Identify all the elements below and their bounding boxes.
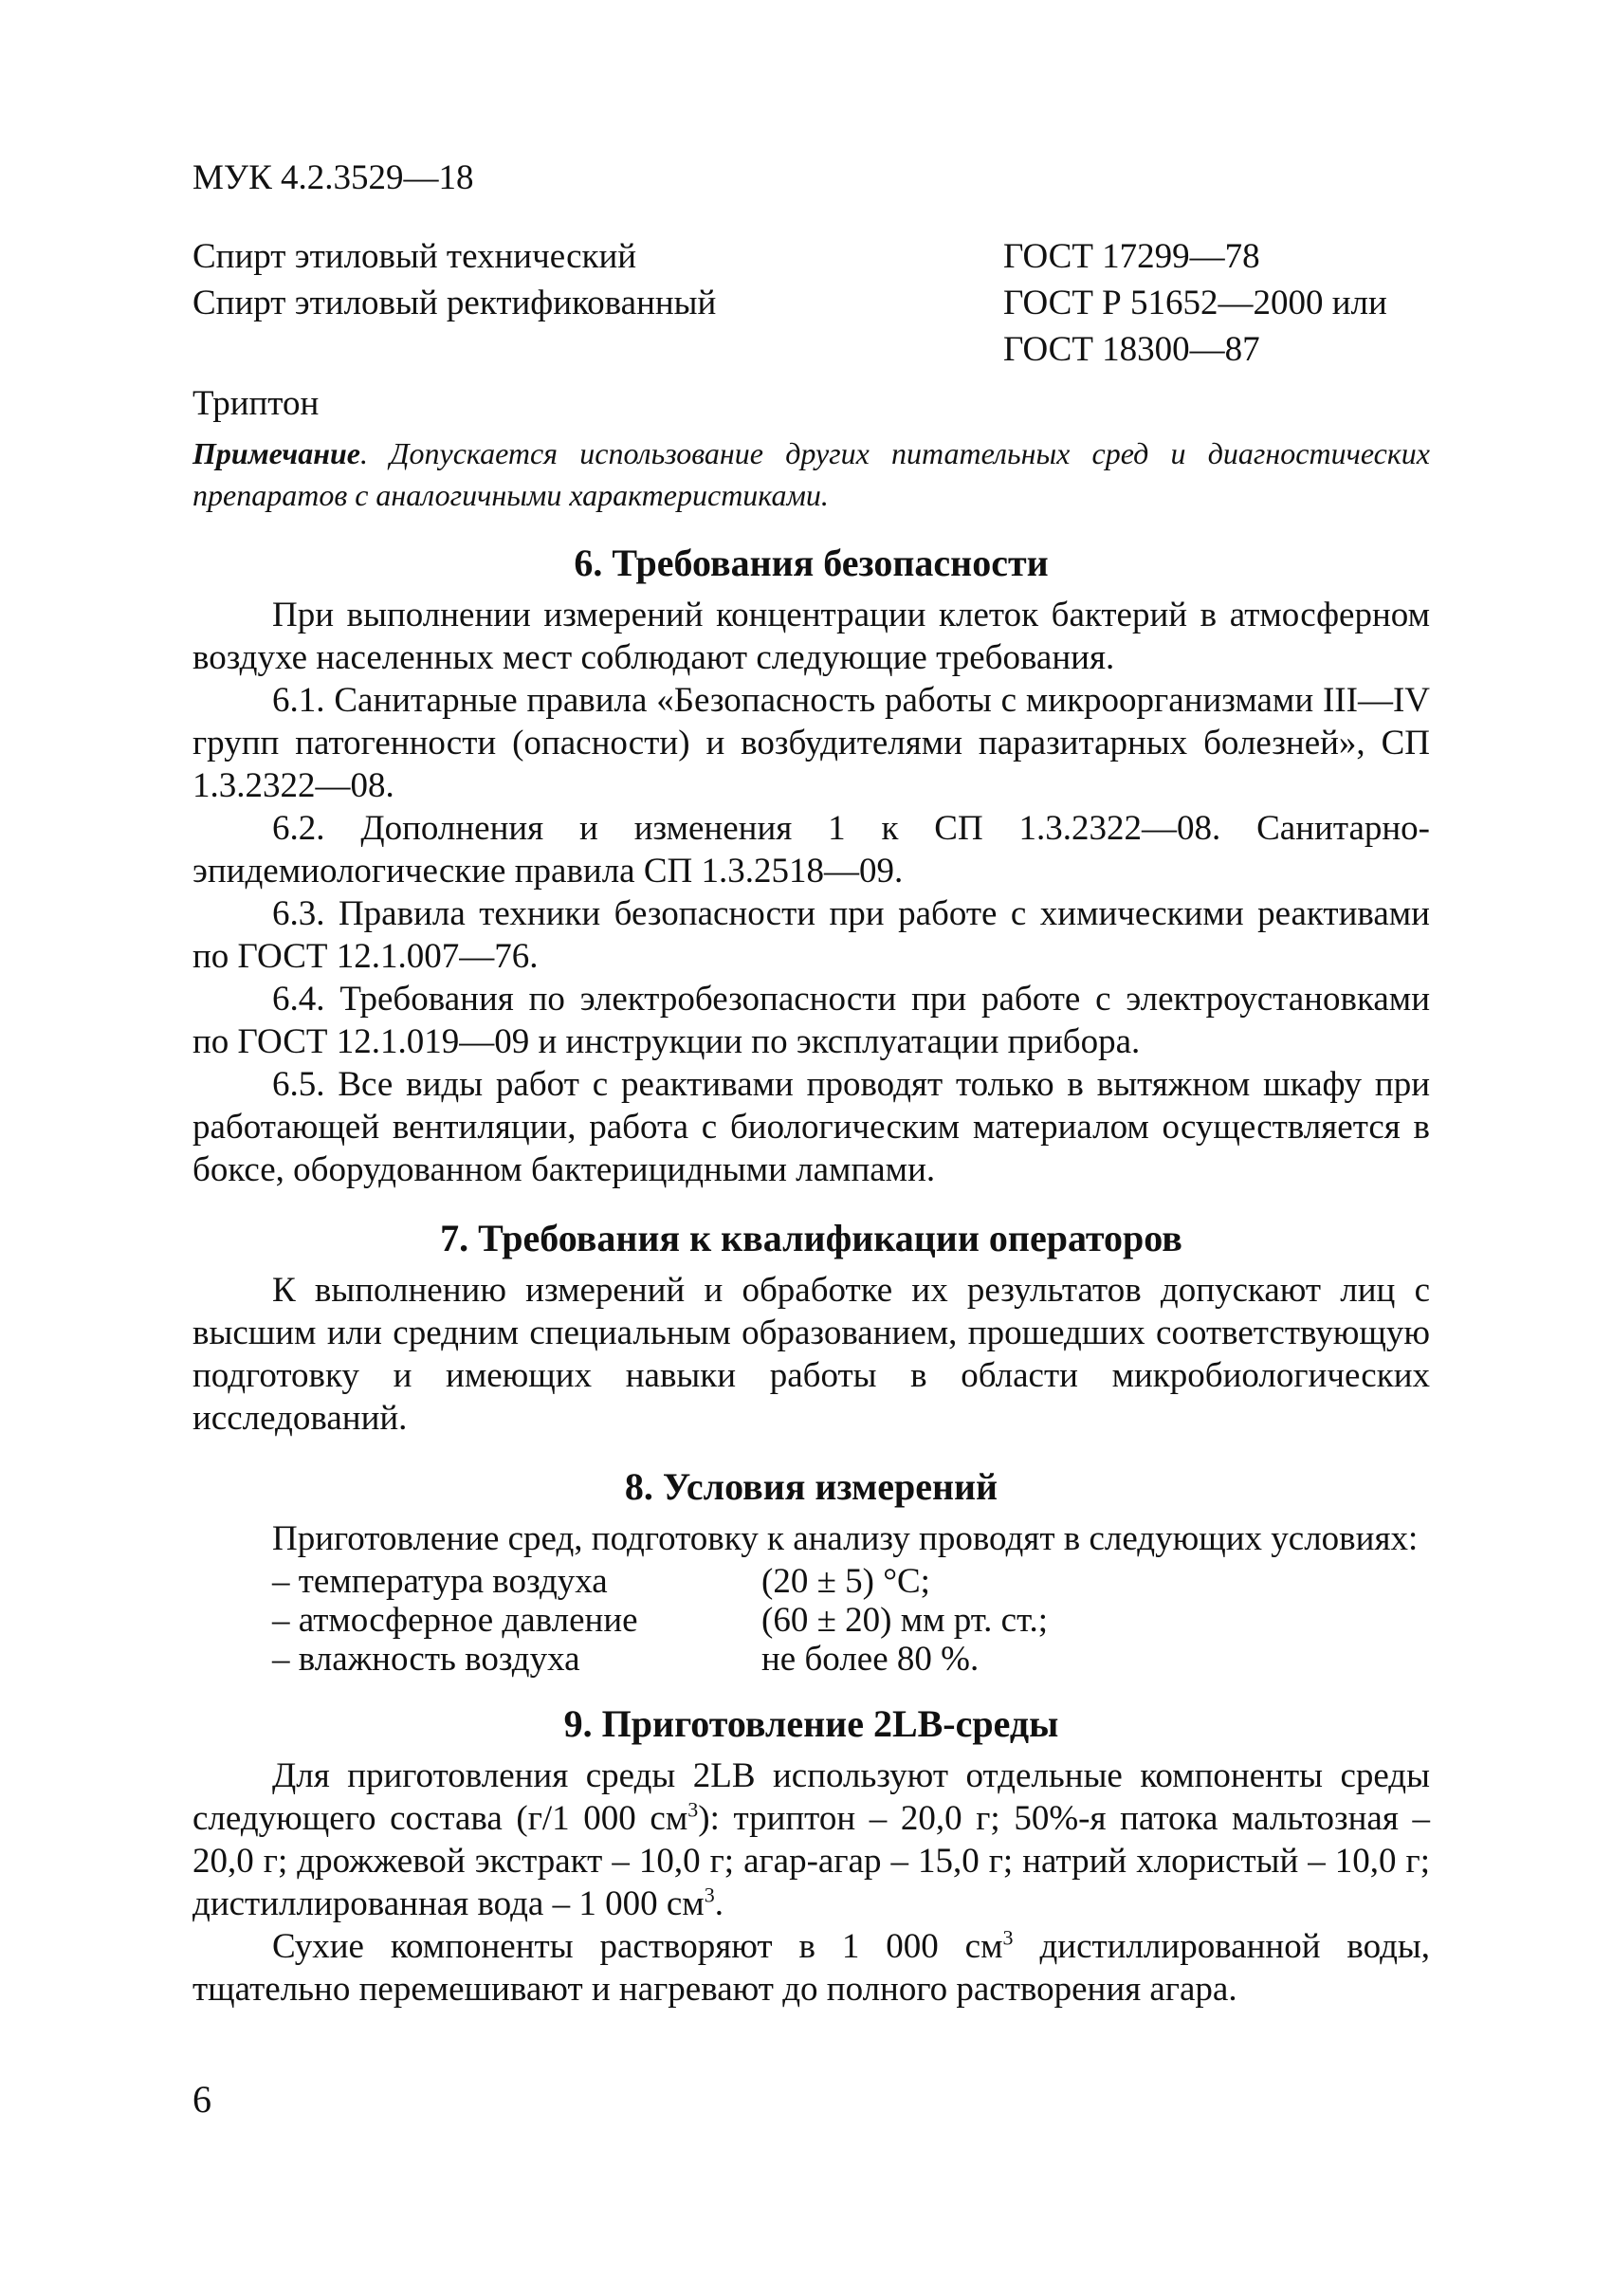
text-run: Сухие компоненты растворяют в 1 000 см [272, 1927, 1003, 1966]
section-6-item: 6.3. Правила техники безопасности при работе с химическими реактивами по ГОСТ 12.1.007—76. [192, 894, 1430, 976]
page-number: 6 [192, 2078, 211, 2121]
material-gost: ГОСТ Р 51652—2000 или [1003, 284, 1387, 322]
condition-label: – температура воздуха [272, 1562, 608, 1601]
document-code: МУК 4.2.3529—18 [192, 158, 474, 197]
material-gost: ГОСТ 18300—87 [1003, 330, 1260, 369]
text-run: Для приготовления среды 2LB используют отдельные компоненты среды следующего состава (г/1 000 см [192, 1756, 1430, 1838]
condition-value: (60 ± 20) мм рт. ст.; [761, 1601, 1049, 1640]
material-name: Спирт этиловый ректификованный [192, 284, 717, 322]
materials-list [192, 235, 1430, 429]
superscript: 3 [687, 1797, 699, 1822]
condition-row [192, 1638, 1430, 1677]
section-6-intro: При выполнении измерений концентрации клеток бактерий в атмосферном воздухе населенных мест соблюдают следующие требования. [192, 596, 1430, 677]
material-gost: ГОСТ 17299—78 [1003, 237, 1260, 276]
section-9-paragraph-2 [192, 1925, 1430, 2011]
note-text: . Допускается использование других питательных сред и диагностических препаратов с аналогичными характеристиками. [192, 436, 1430, 512]
section-8-title: 8. Условия измерений [624, 1465, 998, 1508]
material-row [192, 282, 1430, 328]
section-6-item: 6.4. Требования по электробезопасности при работе с электроустановками по ГОСТ 12.1.019—09 и инструкции по эксплуатации прибора. [192, 980, 1430, 1061]
text-run: ): триптон – 20,0 г; 50%-я патока мальтозная – 20,0 г; дрожжевой экстракт – 10,0 г; агар-агар – 15,0 г; натрий хлористый – 10,0 г; дистиллированная вода – 1 000 см [192, 1799, 1430, 1923]
section-6-item: 6.5. Все виды работ с реактивами проводят только в вытяжном шкафу при работающей вентиляции, работа с биологическим материалом осуществляется в боксе, оборудованном бактерицидными лампами. [192, 1065, 1430, 1189]
text-run: . [714, 1884, 724, 1923]
condition-row [192, 1560, 1430, 1599]
condition-row [192, 1599, 1430, 1638]
section-8-text: Приготовление сред, подготовку к анализу проводят в следующих условиях: [272, 1519, 1419, 1558]
condition-value: не более 80 %. [761, 1640, 980, 1679]
condition-label: – атмосферное давление [272, 1601, 638, 1640]
section-7-title: 7. Требования к квалификации операторов [440, 1217, 1182, 1259]
section-6-item: 6.1. Санитарные правила «Безопасность работы с микроорганизмами III—IV групп патогенности (опасности) и возбудителями паразитарных болезней», СП 1.3.2322—08. [192, 681, 1430, 805]
text-run: дистиллированной воды, тщательно перемешивают и нагревают до полного растворения агара. [192, 1927, 1431, 2009]
material-row [192, 382, 1430, 429]
superscript: 3 [1002, 1925, 1014, 1950]
material-name: Триптон [192, 384, 320, 423]
conditions-list [192, 1560, 1430, 1677]
section-9-paragraph-1 [192, 1754, 1430, 1925]
section-7-text: К выполнению измерений и обработке их результатов допускают лиц с высшим или средним специальным образованием, прошедших соответствующую подготовку и имеющих навыки работы в области микробиологических исследований. [192, 1271, 1430, 1438]
superscript: 3 [704, 1883, 715, 1907]
material-row [192, 235, 1430, 282]
note [192, 432, 1430, 516]
section-6-title: 6. Требования безопасности [574, 542, 1049, 584]
document-page [192, 156, 1430, 2011]
note-label: Примечание [192, 436, 360, 470]
section-6-item: 6.2. Дополнения и изменения 1 к СП 1.3.2322—08. Санитарно-эпидемиологические правила СП 1.3.2518—09. [192, 809, 1430, 891]
condition-value: (20 ± 5) °С; [761, 1562, 930, 1601]
material-name: Спирт этиловый технический [192, 237, 637, 276]
section-9-title: 9. Приготовление 2LB-среды [563, 1702, 1059, 1745]
material-row [192, 328, 1430, 375]
condition-label: – влажность воздуха [272, 1640, 580, 1679]
